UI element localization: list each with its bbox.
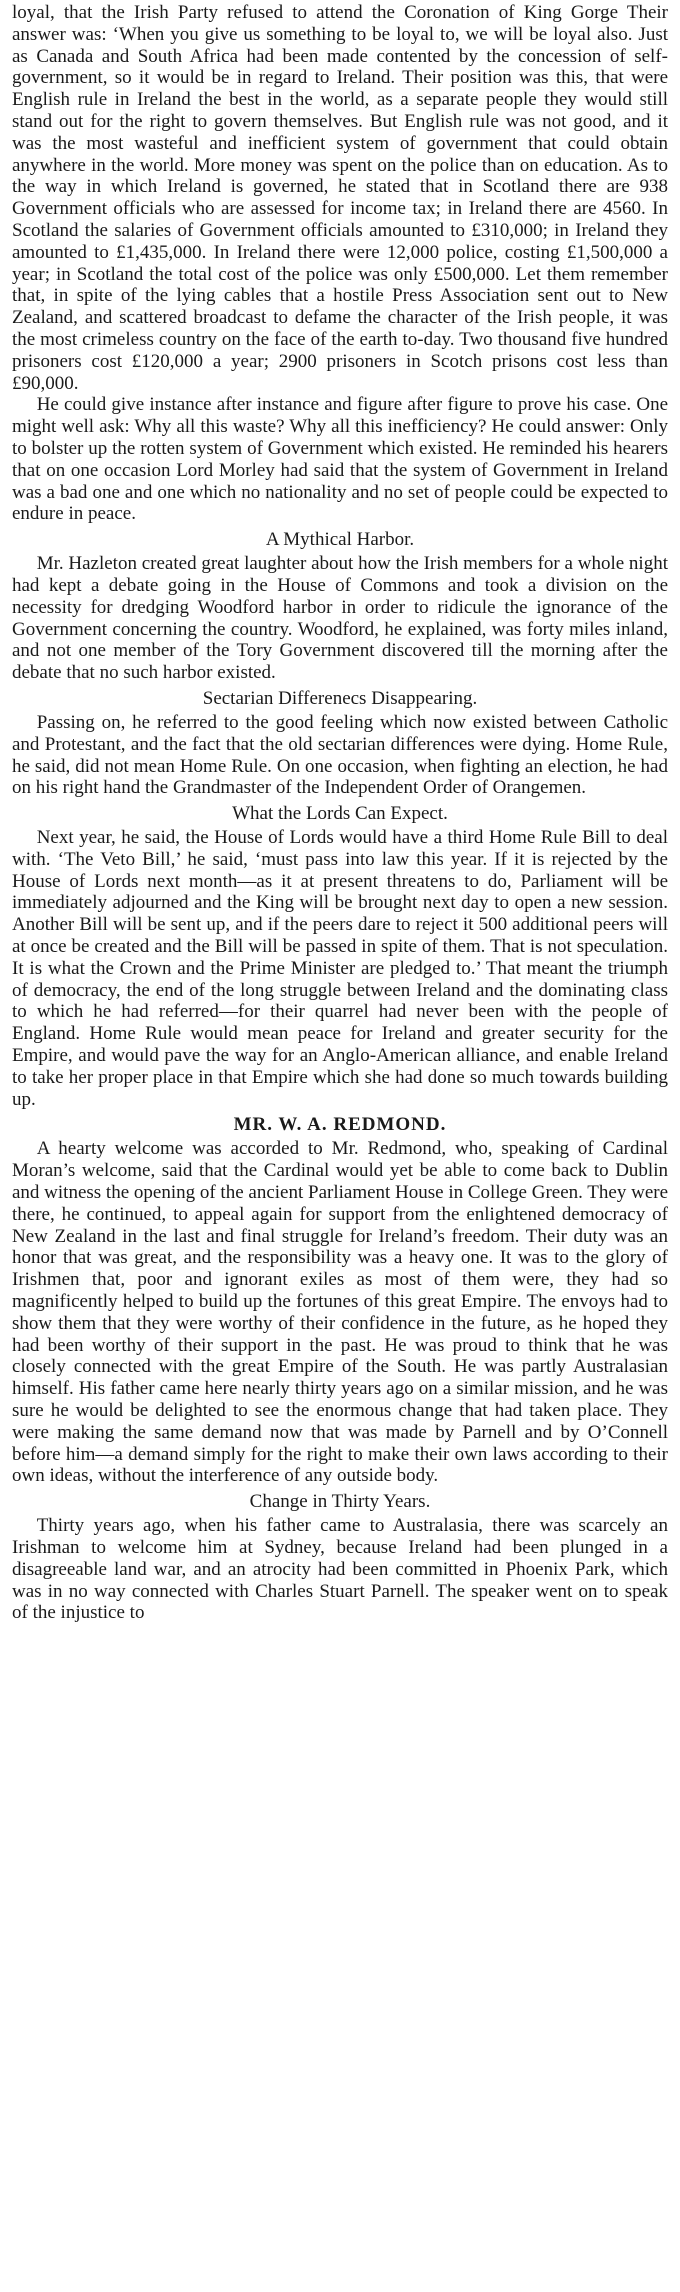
paragraph-thirty-years-ago: Thirty years ago, when his father came to Australasia, there was scarcely an Irishman to welcome him at Sydney, because Ireland had been plunged in a disagreeable land war, and an atrocity had been committed in Phoenix Park, which was in no way connected with Charles Stuart Parnell. The speaker went on to speak of the injustice to (12, 1515, 668, 1624)
paragraph-irish-party-coronation: loyal, that the Irish Party refused to attend the Coronation of King Gorge Their answer was: ‘When you give us something to be loyal to, we will be loyal also. Just as Canada and South Africa had been made contented by the concession of self-government, so it would be in regard to Ireland. Their position was this, that were English rule in Ireland the best in the world, as a separate people they would still stand out for the right to govern themselves. But English rule was not good, and it was the most wasteful and inefficient system of government that could obtain anywhere in the world. More money was spent on the police than on education. As to the way in which Ireland is governed, he stated that in Scotland there are 938 Government officials who are assessed for income tax; in Ireland there are 4560. In Scotland the salaries of Government officials amounted to £310,000; in Ireland they amounted to £1,435,000. In Ireland there were 12,000 police, costing £1,500,000 a year; in Scotland the total cost of the police was only £500,000. Let them remember that, in spite of the lying cables that a hostile Press Association sent out to New Zealand, and scattered broadcast to defame the character of the Irish people, it was the most crimeless country on the face of the earth to-day. Two thousand five hundred prisoners cost £120,000 a year; 2900 prisoners in Scotch prisons cost less than £90,000. (12, 2, 668, 394)
heading-change-thirty-years: Change in Thirty Years. (249, 1491, 431, 1513)
paragraph-woodford-harbor: Mr. Hazleton created great laughter about how the Irish members for a whole night had kept a debate going in the House of Commons and took a division on the necessity for dredging Woodford harbor in order to ridicule the ignorance of the Government concerning the country. Woodford, he explained, was forty miles inland, and not one member of the Tory Government discovered till the morning after the debate that no such harbor existed. (12, 553, 668, 684)
paragraph-redmond-welcome: A hearty welcome was accorded to Mr. Redmond, who, speaking of Cardinal Moran’s welcome, said that the Cardinal would yet be able to come back to Dublin and witness the opening of the ancient Parliament House in College Green. They were there, he continued, to appeal again for support from the enlightened democracy of New Zealand in the last and final struggle for Ireland’s freedom. Their duty was an honor that was great, and the responsibility was a heavy one. It was to the glory of Irishmen that, poor and ignorant exiles as most of them were, they had so magnificently helped to build up the fortunes of this great Empire. The envoys had to show them that they were worthy of their confidence in the future, as he hoped they had been worthy of their support in the past. He was proud to think that he was closely connected with the great Empire of the South. He was partly Australasian himself. His father came here nearly thirty years ago on a similar mission, and he was sure he would be delighted to see the enormous change that had taken place. They were making the same demand now that was made by Parnell and by O’Connell before him—a demand simply for the right to make their own laws according to their own ideas, without the interference of any outside body. (12, 1138, 669, 1487)
heading-sectarian-differences: Sectarian Differenecs Disappearing. (202, 687, 478, 709)
heading-mr-redmond: MR. W. A. REDMOND. (233, 1114, 447, 1136)
paragraph-veto-bill: Next year, he said, the House of Lords would have a third Home Rule Bill to deal with. ‘The Veto Bill,’ he said, ‘must pass into law this year. If it is rejected by the House of Lords next month—as it at present threatens to do, Parliament will be immediately adjourned and the King will be brought next day to open a new session. Another Bill will be sent up, and if the peers dare to reject it 500 additional peers will at once be created and the Bill will be passed in spite of them. That is not speculation. It is what the Crown and the Prime Minister are pledged to.’ That meant the triumph of democracy, the end of the long struggle between Ireland and the dominating class to which he had referred—for their quarrel had never been with the people of England. Home Rule would mean peace for Ireland and greater security for the Empire, and would pave the way for an Anglo-American alliance, and enable Ireland to take her proper place in that Empire which she had done so much towards building up. (12, 827, 668, 1110)
heading-mythical-harbor: A Mythical Harbor. (265, 529, 415, 551)
paragraph-catholic-protestant: Passing on, he referred to the good feeling which now existed between Catholic and Protestant, and the fact that the old sectarian differences were dying. Home Rule, he said, did not mean Home Rule. On one occasion, when fighting an election, he had on his right hand the Grandmaster of the Independent Order of Orangemen. (12, 711, 668, 799)
heading-lords-can-expect: What the Lords Can Expect. (232, 803, 448, 825)
paragraph-figure-after-figure: He could give instance after instance and figure after figure to prove his case. One might well ask: Why all this waste? Why all this inefficiency? He could answer: Only to bolster up the rotten system of Government which existed. He reminded his hearers that on one occasion Lord Morley had said that the system of Government in Ireland was a bad one and one which no nationality and no set of people could be expected to endure in peace. (12, 394, 668, 525)
